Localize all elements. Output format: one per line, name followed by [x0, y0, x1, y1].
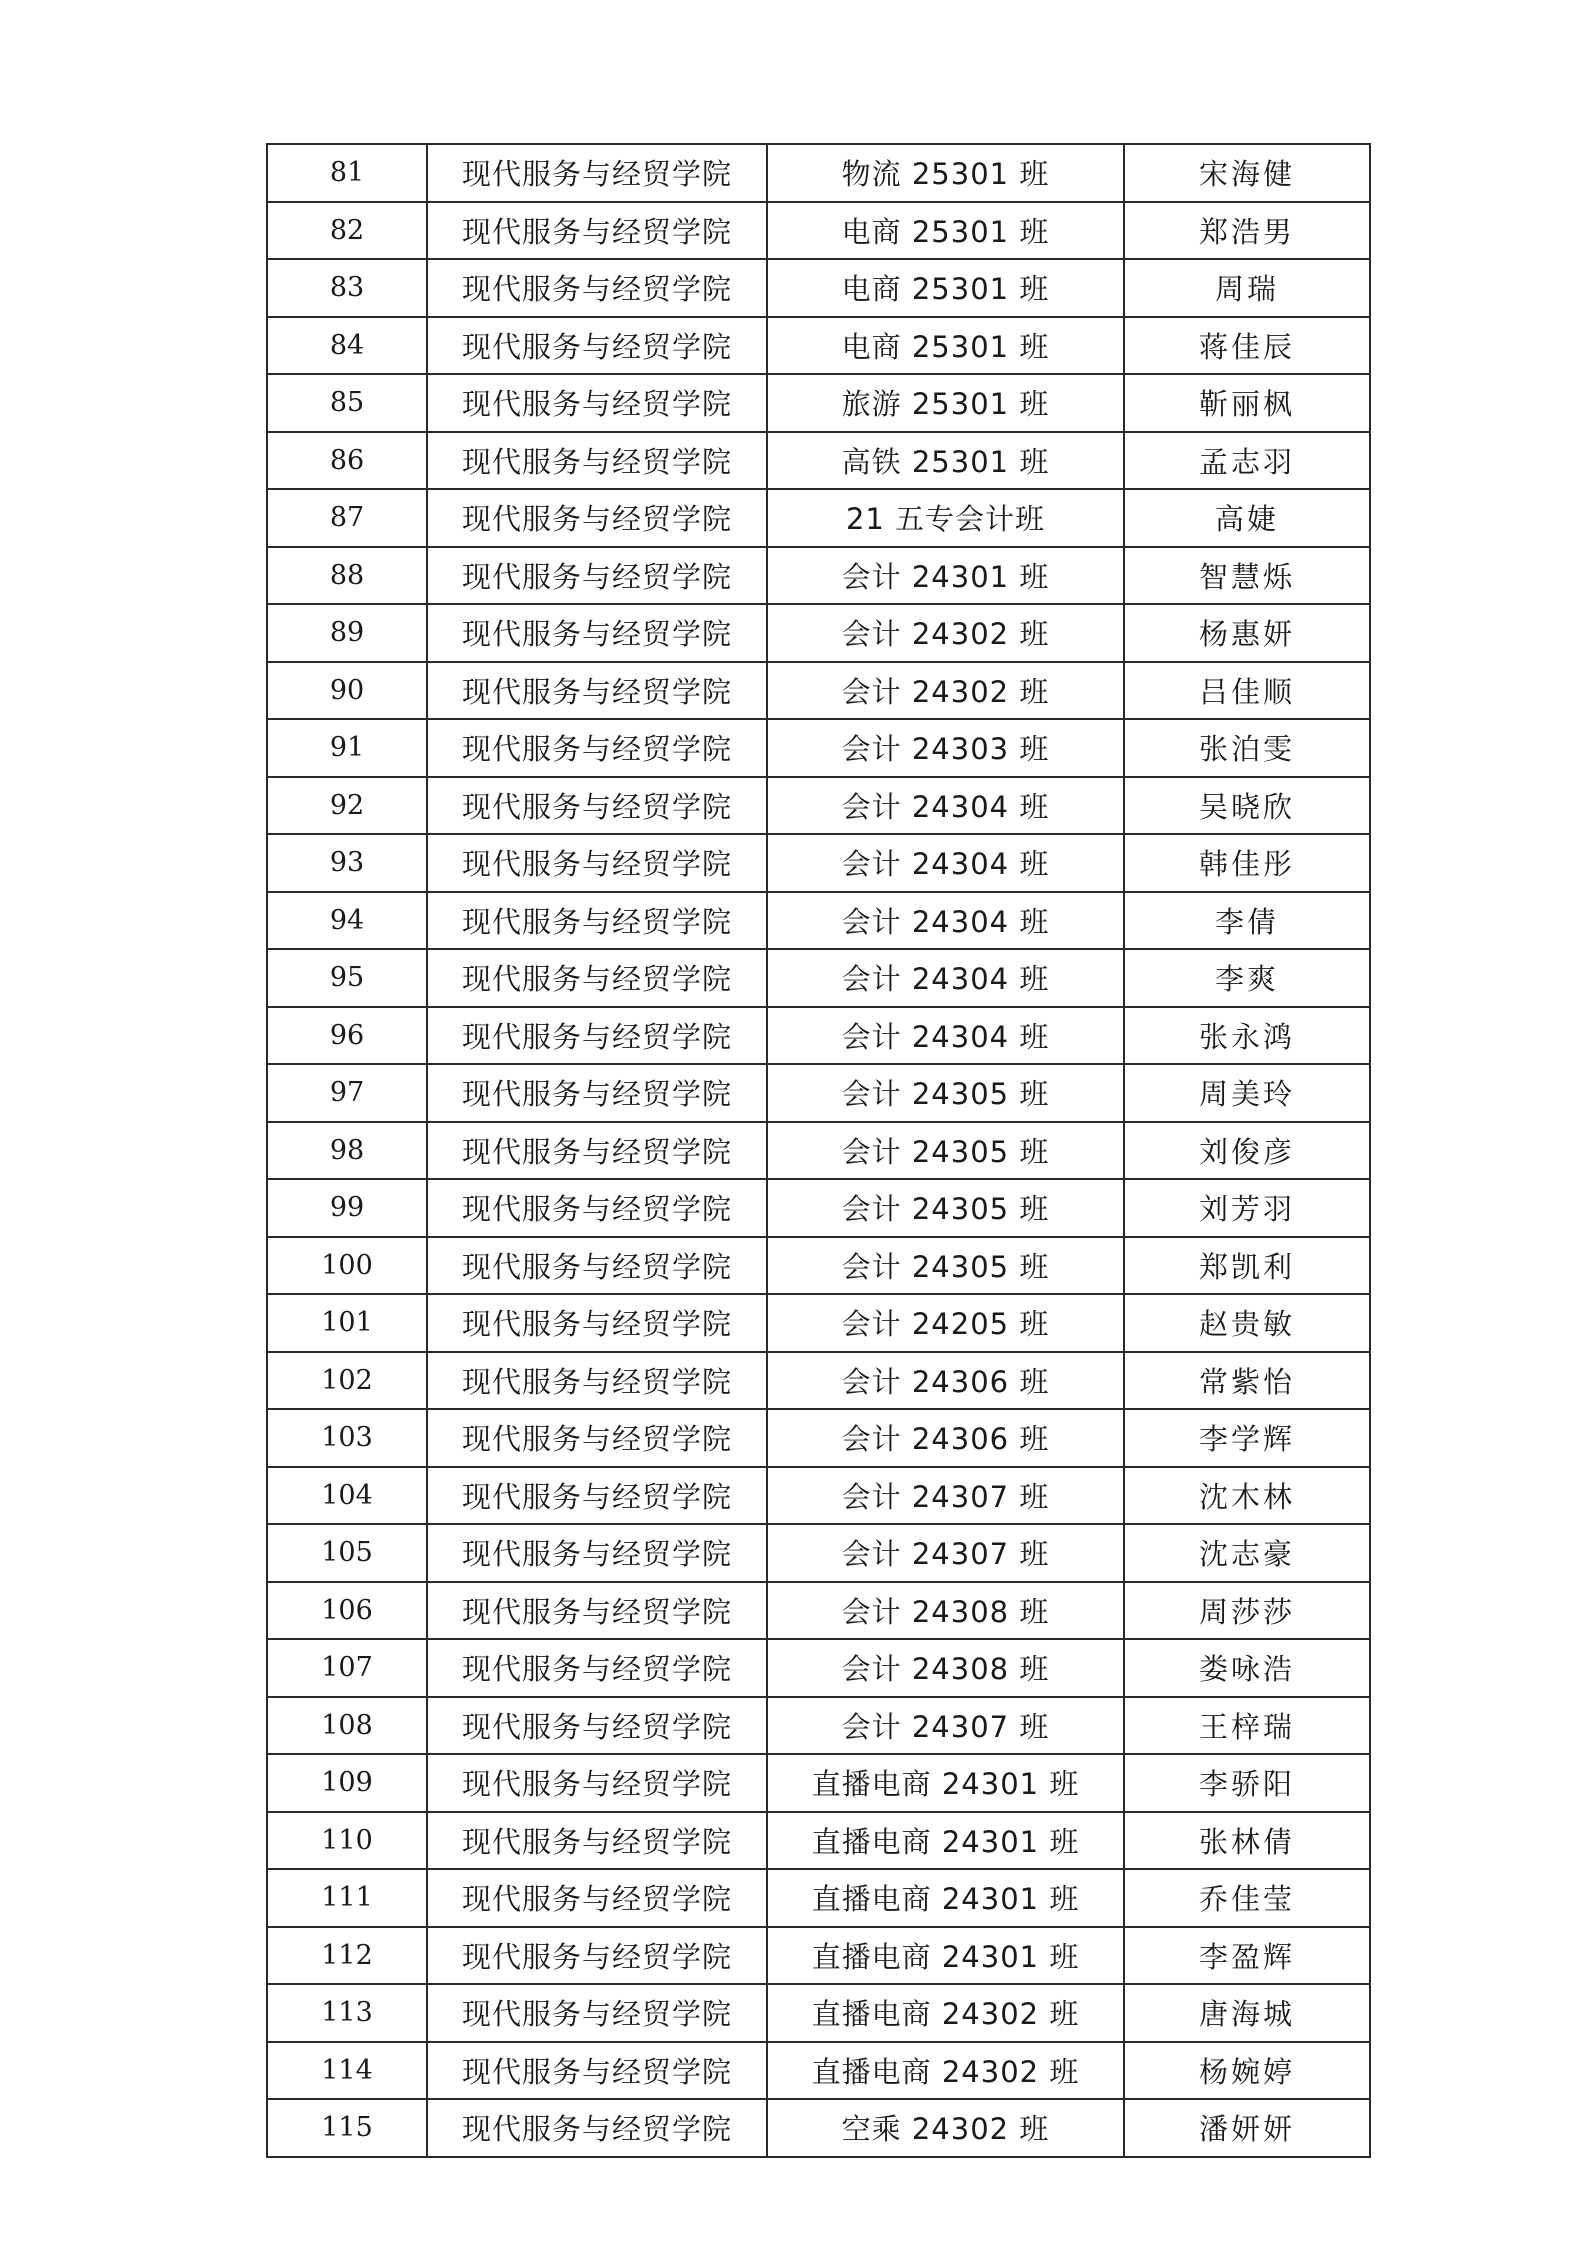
cell-college: 现代服务与经贸学院 — [427, 834, 767, 892]
table-row — [267, 432, 1370, 490]
cell-number: 107 — [267, 1639, 427, 1697]
cell-college: 现代服务与经贸学院 — [427, 719, 767, 777]
cell-number: 100 — [267, 1237, 427, 1295]
cell-student-name: 周美玲 — [1124, 1064, 1370, 1122]
cell-college: 现代服务与经贸学院 — [427, 949, 767, 1007]
cell-student-name: 常紫怡 — [1124, 1352, 1370, 1410]
cell-number: 82 — [267, 202, 427, 260]
cell-number: 112 — [267, 1927, 427, 1985]
cell-college: 现代服务与经贸学院 — [427, 547, 767, 605]
cell-student-name: 周莎莎 — [1124, 1582, 1370, 1640]
cell-class: 会计 24307 班 — [767, 1524, 1124, 1582]
cell-student-name: 刘俊彦 — [1124, 1122, 1370, 1180]
table-row — [267, 1064, 1370, 1122]
table-row — [267, 777, 1370, 835]
cell-college: 现代服务与经贸学院 — [427, 259, 767, 317]
cell-college: 现代服务与经贸学院 — [427, 1984, 767, 2042]
cell-student-name: 李盈辉 — [1124, 1927, 1370, 1985]
cell-college: 现代服务与经贸学院 — [427, 317, 767, 375]
roster-table-body — [267, 144, 1370, 2157]
cell-class: 电商 25301 班 — [767, 202, 1124, 260]
cell-number: 103 — [267, 1409, 427, 1467]
table-row — [267, 144, 1370, 202]
cell-class: 21 五专会计班 — [767, 489, 1124, 547]
cell-college: 现代服务与经贸学院 — [427, 1007, 767, 1065]
cell-number: 115 — [267, 2099, 427, 2157]
table-row — [267, 489, 1370, 547]
table-row — [267, 1352, 1370, 1410]
cell-student-name: 吴晓欣 — [1124, 777, 1370, 835]
cell-class: 电商 25301 班 — [767, 259, 1124, 317]
cell-class: 会计 24304 班 — [767, 1007, 1124, 1065]
cell-college: 现代服务与经贸学院 — [427, 374, 767, 432]
cell-student-name: 李骄阳 — [1124, 1754, 1370, 1812]
table-row — [267, 1754, 1370, 1812]
cell-class: 会计 24305 班 — [767, 1064, 1124, 1122]
table-row — [267, 1524, 1370, 1582]
cell-number: 96 — [267, 1007, 427, 1065]
cell-number: 81 — [267, 144, 427, 202]
table-row — [267, 719, 1370, 777]
table-row — [267, 1869, 1370, 1927]
cell-college: 现代服务与经贸学院 — [427, 1294, 767, 1352]
table-row — [267, 1927, 1370, 1985]
cell-class: 高铁 25301 班 — [767, 432, 1124, 490]
cell-number: 99 — [267, 1179, 427, 1237]
cell-class: 会计 24307 班 — [767, 1467, 1124, 1525]
cell-number: 110 — [267, 1812, 427, 1870]
table-row — [267, 1639, 1370, 1697]
cell-college: 现代服务与经贸学院 — [427, 604, 767, 662]
cell-number: 108 — [267, 1697, 427, 1755]
cell-number: 86 — [267, 432, 427, 490]
table-row — [267, 1237, 1370, 1295]
roster-table — [266, 143, 1371, 2158]
cell-student-name: 乔佳莹 — [1124, 1869, 1370, 1927]
cell-student-name: 郑凯利 — [1124, 1237, 1370, 1295]
cell-student-name: 王梓瑞 — [1124, 1697, 1370, 1755]
cell-student-name: 杨婉婷 — [1124, 2042, 1370, 2100]
table-row — [267, 259, 1370, 317]
cell-class: 会计 24303 班 — [767, 719, 1124, 777]
cell-student-name: 娄咏浩 — [1124, 1639, 1370, 1697]
cell-number: 88 — [267, 547, 427, 605]
cell-class: 会计 24305 班 — [767, 1237, 1124, 1295]
cell-student-name: 宋海健 — [1124, 144, 1370, 202]
cell-class: 会计 24306 班 — [767, 1352, 1124, 1410]
cell-student-name: 张泊雯 — [1124, 719, 1370, 777]
cell-student-name: 唐海城 — [1124, 1984, 1370, 2042]
cell-number: 89 — [267, 604, 427, 662]
cell-college: 现代服务与经贸学院 — [427, 144, 767, 202]
cell-student-name: 蒋佳辰 — [1124, 317, 1370, 375]
cell-class: 物流 25301 班 — [767, 144, 1124, 202]
cell-number: 113 — [267, 1984, 427, 2042]
cell-number: 105 — [267, 1524, 427, 1582]
cell-college: 现代服务与经贸学院 — [427, 1122, 767, 1180]
cell-student-name: 韩佳彤 — [1124, 834, 1370, 892]
cell-college: 现代服务与经贸学院 — [427, 1582, 767, 1640]
cell-college: 现代服务与经贸学院 — [427, 1064, 767, 1122]
table-row — [267, 892, 1370, 950]
cell-class: 电商 25301 班 — [767, 317, 1124, 375]
table-row — [267, 1007, 1370, 1065]
cell-number: 85 — [267, 374, 427, 432]
cell-student-name: 潘妍妍 — [1124, 2099, 1370, 2157]
cell-student-name: 张永鸿 — [1124, 1007, 1370, 1065]
table-row — [267, 1467, 1370, 1525]
cell-student-name: 郑浩男 — [1124, 202, 1370, 260]
table-row — [267, 374, 1370, 432]
cell-college: 现代服务与经贸学院 — [427, 489, 767, 547]
cell-number: 102 — [267, 1352, 427, 1410]
cell-college: 现代服务与经贸学院 — [427, 892, 767, 950]
table-row — [267, 1812, 1370, 1870]
cell-college: 现代服务与经贸学院 — [427, 662, 767, 720]
table-row — [267, 1179, 1370, 1237]
cell-student-name: 赵贵敏 — [1124, 1294, 1370, 1352]
cell-class: 会计 24302 班 — [767, 604, 1124, 662]
cell-number: 109 — [267, 1754, 427, 1812]
cell-college: 现代服务与经贸学院 — [427, 1352, 767, 1410]
cell-number: 91 — [267, 719, 427, 777]
cell-college: 现代服务与经贸学院 — [427, 1927, 767, 1985]
cell-class: 会计 24306 班 — [767, 1409, 1124, 1467]
cell-class: 会计 24305 班 — [767, 1179, 1124, 1237]
cell-class: 旅游 25301 班 — [767, 374, 1124, 432]
cell-class: 直播电商 24302 班 — [767, 2042, 1124, 2100]
cell-student-name: 沈志豪 — [1124, 1524, 1370, 1582]
cell-student-name: 智慧烁 — [1124, 547, 1370, 605]
cell-college: 现代服务与经贸学院 — [427, 2099, 767, 2157]
cell-college: 现代服务与经贸学院 — [427, 1754, 767, 1812]
cell-class: 直播电商 24301 班 — [767, 1927, 1124, 1985]
table-row — [267, 202, 1370, 260]
cell-class: 会计 24301 班 — [767, 547, 1124, 605]
cell-class: 会计 24308 班 — [767, 1582, 1124, 1640]
cell-student-name: 刘芳羽 — [1124, 1179, 1370, 1237]
table-row — [267, 1984, 1370, 2042]
table-row — [267, 949, 1370, 1007]
table-row — [267, 1122, 1370, 1180]
cell-student-name: 高婕 — [1124, 489, 1370, 547]
table-row — [267, 547, 1370, 605]
table-row — [267, 1582, 1370, 1640]
cell-student-name: 张林倩 — [1124, 1812, 1370, 1870]
cell-student-name: 孟志羽 — [1124, 432, 1370, 490]
cell-college: 现代服务与经贸学院 — [427, 2042, 767, 2100]
table-row — [267, 317, 1370, 375]
cell-class: 直播电商 24301 班 — [767, 1754, 1124, 1812]
cell-college: 现代服务与经贸学院 — [427, 1812, 767, 1870]
cell-number: 84 — [267, 317, 427, 375]
cell-class: 会计 24304 班 — [767, 892, 1124, 950]
cell-class: 会计 24308 班 — [767, 1639, 1124, 1697]
cell-number: 87 — [267, 489, 427, 547]
cell-class: 会计 24304 班 — [767, 949, 1124, 1007]
cell-number: 104 — [267, 1467, 427, 1525]
cell-student-name: 李倩 — [1124, 892, 1370, 950]
cell-class: 会计 24307 班 — [767, 1697, 1124, 1755]
cell-student-name: 靳丽枫 — [1124, 374, 1370, 432]
cell-number: 90 — [267, 662, 427, 720]
cell-student-name: 周瑞 — [1124, 259, 1370, 317]
cell-class: 会计 24304 班 — [767, 834, 1124, 892]
cell-number: 95 — [267, 949, 427, 1007]
cell-college: 现代服务与经贸学院 — [427, 1697, 767, 1755]
cell-class: 空乘 24302 班 — [767, 2099, 1124, 2157]
cell-class: 会计 24305 班 — [767, 1122, 1124, 1180]
cell-college: 现代服务与经贸学院 — [427, 1179, 767, 1237]
cell-class: 直播电商 24301 班 — [767, 1812, 1124, 1870]
table-row — [267, 834, 1370, 892]
cell-number: 93 — [267, 834, 427, 892]
cell-number: 94 — [267, 892, 427, 950]
cell-number: 114 — [267, 2042, 427, 2100]
cell-college: 现代服务与经贸学院 — [427, 202, 767, 260]
cell-number: 101 — [267, 1294, 427, 1352]
cell-college: 现代服务与经贸学院 — [427, 432, 767, 490]
cell-class: 会计 24302 班 — [767, 662, 1124, 720]
cell-student-name: 杨惠妍 — [1124, 604, 1370, 662]
cell-college: 现代服务与经贸学院 — [427, 777, 767, 835]
cell-class: 会计 24205 班 — [767, 1294, 1124, 1352]
table-row — [267, 1294, 1370, 1352]
table-row — [267, 1697, 1370, 1755]
cell-college: 现代服务与经贸学院 — [427, 1869, 767, 1927]
cell-college: 现代服务与经贸学院 — [427, 1409, 767, 1467]
cell-number: 97 — [267, 1064, 427, 1122]
cell-college: 现代服务与经贸学院 — [427, 1467, 767, 1525]
table-row — [267, 2099, 1370, 2157]
cell-number: 92 — [267, 777, 427, 835]
cell-college: 现代服务与经贸学院 — [427, 1237, 767, 1295]
cell-number: 98 — [267, 1122, 427, 1180]
table-row — [267, 2042, 1370, 2100]
cell-student-name: 沈木林 — [1124, 1467, 1370, 1525]
cell-college: 现代服务与经贸学院 — [427, 1524, 767, 1582]
table-row — [267, 604, 1370, 662]
cell-class: 会计 24304 班 — [767, 777, 1124, 835]
cell-student-name: 李爽 — [1124, 949, 1370, 1007]
table-row — [267, 662, 1370, 720]
cell-college: 现代服务与经贸学院 — [427, 1639, 767, 1697]
cell-number: 106 — [267, 1582, 427, 1640]
cell-class: 直播电商 24302 班 — [767, 1984, 1124, 2042]
cell-number: 111 — [267, 1869, 427, 1927]
cell-student-name: 吕佳顺 — [1124, 662, 1370, 720]
cell-number: 83 — [267, 259, 427, 317]
table-row — [267, 1409, 1370, 1467]
cell-class: 直播电商 24301 班 — [767, 1869, 1124, 1927]
cell-student-name: 李学辉 — [1124, 1409, 1370, 1467]
